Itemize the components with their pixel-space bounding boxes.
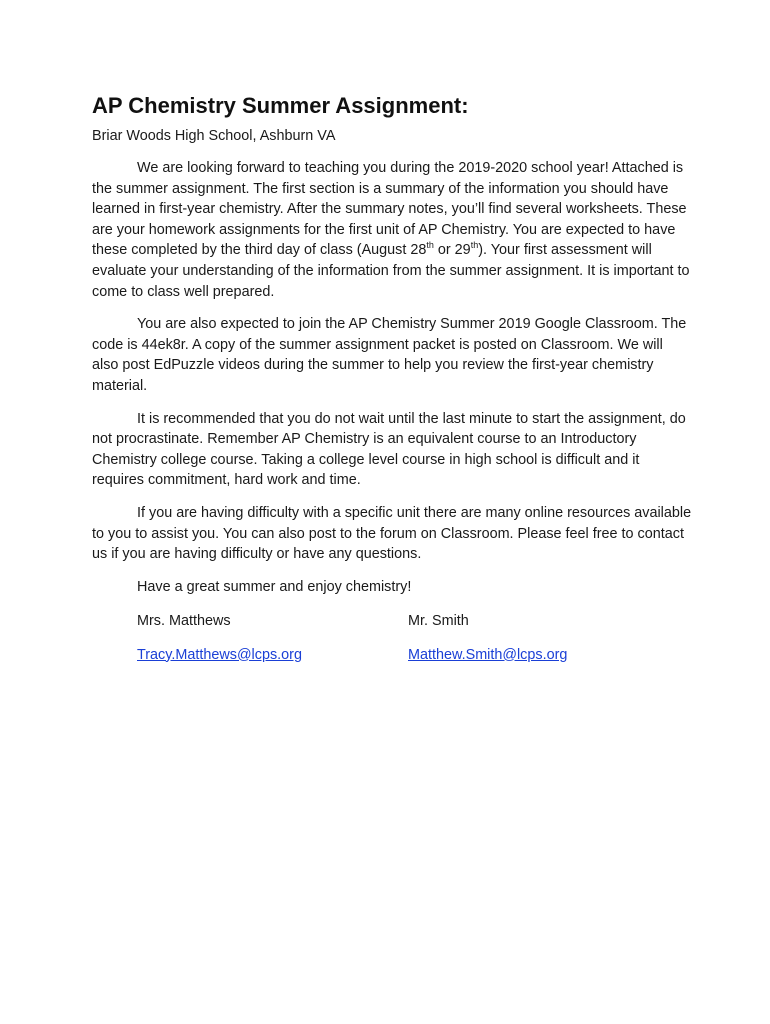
paragraph-intro-text-3: ). Your first assessment will evaluate your understanding of the information from the summer assignment. It is important to come to class well prepared. [92, 242, 690, 300]
teacher-name-smith: Mr. Smith [408, 612, 469, 629]
paragraph-intro [92, 158, 692, 302]
email-link-matthews[interactable]: Tracy.Matthews@lcps.org [137, 646, 302, 663]
teacher-name-matthews: Mrs. Matthews [137, 612, 231, 629]
paragraph-recommendation: It is recommended that you do not wait until the last minute to start the assignment, do not procrastinate. Remember AP Chemistry is an equivalent course to an Introductory Chemistry college course. Taking a college level course in high school is difficult and it requires commitment, hard work and time. [92, 410, 686, 489]
paragraph-intro-text-2: or 29 [433, 242, 471, 259]
paragraph-resources: If you are having difficulty with a specific unit there are many online resources available to you to assist you. You can also post to the forum on Classroom. Please feel free to contact us if you are having difficulty or have any questions. [92, 504, 692, 563]
letter-page [92, 92, 692, 679]
closing-line: Have a great summer and enjoy chemistry! [137, 578, 412, 595]
signature-names-row [92, 611, 692, 631]
school-subtitle: Briar Woods High School, Ashburn VA [92, 128, 336, 144]
page-title: AP Chemistry Summer Assignment: [92, 93, 469, 118]
ordinal-suffix-1: th [426, 240, 434, 251]
paragraph-classroom: You are also expected to join the AP Chemistry Summer 2019 Google Classroom. The code is 44ek8r. A copy of the summer assignment packet is posted on Classroom. We will also post EdPuzzle videos during the summer to help you review the first-year chemistry material. [92, 316, 687, 394]
signature-emails-row [92, 645, 692, 665]
paragraph-intro-text-1: We are looking forward to teaching you during the 2019-2020 school year! Attached is the summer assignment. The first section is a summary of the information you should have learned in first-year chemistry. After the summary notes, you’ll find several worksheets. These are your homework assignments for the first unit of AP Chemistry. You are expected to have these completed by the third day of class (August 28 [92, 160, 687, 259]
ordinal-suffix-2: th [470, 240, 479, 251]
email-link-smith[interactable]: Matthew.Smith@lcps.org [408, 646, 568, 663]
